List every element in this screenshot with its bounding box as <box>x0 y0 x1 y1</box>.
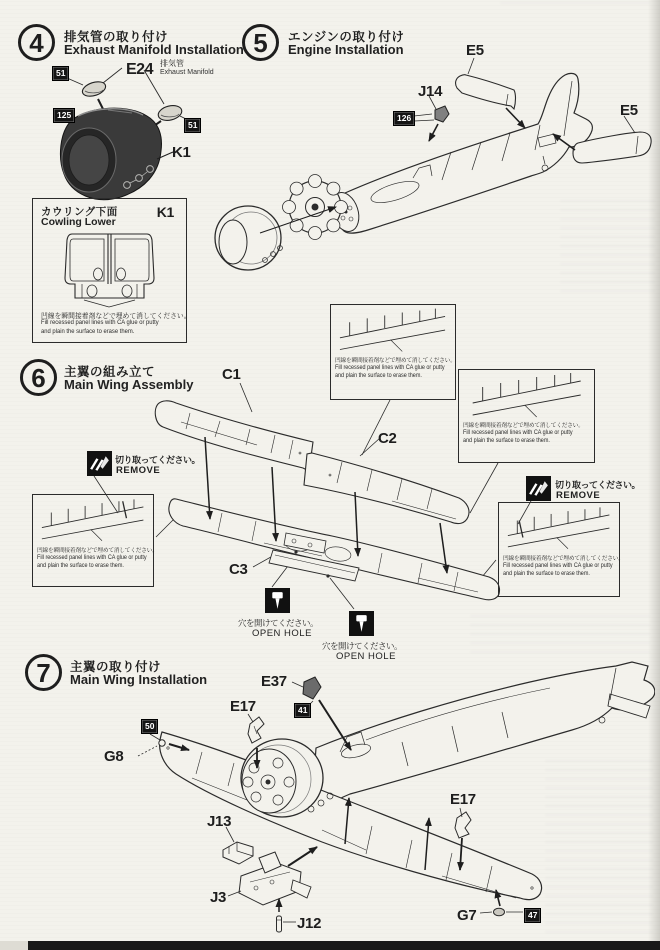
step6-title-jp: 主翼の組み立て <box>64 365 156 379</box>
part-label-e17: E17 <box>450 791 476 808</box>
part-label-j13: J13 <box>207 813 232 830</box>
part-label-e24: E24 <box>126 61 153 78</box>
part-label-k1: K1 <box>172 144 191 161</box>
part-label-e5: E5 <box>620 102 638 119</box>
cowling-lower-drawing <box>42 230 177 308</box>
color-callout-126: 126 <box>393 111 415 126</box>
scan-edge-bar <box>28 941 660 950</box>
color-callout-50: 50 <box>141 719 158 734</box>
fill-note-jp: 凹線を瞬間接着剤などで埋めて消してください。 <box>41 313 191 320</box>
part-label-e37: E37 <box>261 673 287 690</box>
scan-edge-light <box>0 941 28 950</box>
fill-note-en2: and plain the surface to erase them. <box>41 328 135 335</box>
color-callout-51: 51 <box>52 66 69 81</box>
panel-line-sketch <box>338 308 447 354</box>
part-label-e17: E17 <box>230 698 256 715</box>
part-label-g7: G7 <box>457 907 477 924</box>
e24-caption-jp: 排気管 <box>160 59 184 68</box>
fill-note-en1: Fill recessed panel lines with CA glue or putty <box>503 562 613 569</box>
fill-note-jp: 凹線を瞬間接着剤などで埋めて消してください。 <box>37 548 158 554</box>
bleed-through-artifact <box>500 2 650 11</box>
fill-note-jp: 凹線を瞬間接着剤などで埋めて消してください。 <box>335 358 456 364</box>
fill-note-en2: and plain the surface to erase them. <box>503 570 590 578</box>
step7-title-jp: 主翼の取り付け <box>70 660 162 674</box>
panel-line-sketch <box>467 373 586 419</box>
fill-note-en1: Fill recessed panel lines with CA glue or putty <box>41 319 159 326</box>
cowling-drawing <box>215 206 282 270</box>
engine-drawing <box>283 175 348 240</box>
remove-note-jp: 切り取ってください。 <box>115 455 201 465</box>
step4-title-en: Exhaust Manifold Installation <box>64 42 244 57</box>
fill-note-en1: Fill recessed panel lines with CA glue or putty <box>335 364 445 371</box>
remove-note-en: REMOVE <box>556 490 601 501</box>
e24-caption-en: Exhaust Manifold <box>160 69 214 76</box>
part-j14-drawing <box>435 106 449 122</box>
step5-number-text: 5 <box>253 27 268 58</box>
step6-number-text: 6 <box>31 362 46 393</box>
fill-note-en1: Fill recessed panel lines with CA glue or putty <box>463 429 573 436</box>
stabilizer-e5-left <box>456 75 516 109</box>
cowling-lower-box <box>32 198 191 343</box>
remove-knife-icon <box>526 476 551 501</box>
open-hole-note-en: OPEN HOLE <box>336 651 396 662</box>
cowling-part-k1 <box>60 108 161 200</box>
fill-note-en2: and plain the surface to erase them. <box>463 437 550 445</box>
fill-note-en2: and plain the surface to erase them. <box>37 562 124 570</box>
step7-title-en: Main Wing Installation <box>70 672 208 687</box>
part-label-j3: J3 <box>210 889 227 906</box>
color-callout-41: 41 <box>294 703 311 718</box>
color-callout-51: 51 <box>184 118 201 133</box>
fill-note-box <box>32 494 158 587</box>
open-hole-drill-icon <box>265 588 290 613</box>
fill-note-box <box>330 304 456 400</box>
fill-note-box <box>498 502 624 597</box>
fill-note-box <box>458 369 595 463</box>
open-hole-note-jp: 穴を開けてください。 <box>238 618 319 628</box>
step7-main-wing-installation-diagram <box>10 657 655 948</box>
step4-exhaust-manifold-diagram <box>10 56 235 211</box>
panel-line-sketch <box>40 498 145 544</box>
step6-title-en: Main Wing Assembly <box>64 377 194 392</box>
fill-note-en1: Fill recessed panel lines with CA glue or putty <box>37 554 147 561</box>
remove-knife-icon <box>87 451 112 476</box>
step7-number-text: 7 <box>36 657 51 688</box>
fill-note-jp: 凹線を瞬間接着剤などで埋めて消してください。 <box>503 556 624 562</box>
step4-number-text: 4 <box>29 27 44 58</box>
color-callout-125: 125 <box>53 108 75 123</box>
cowling-lower-title-jp: カウリング下面 <box>41 206 118 218</box>
part-label-c1: C1 <box>222 366 241 383</box>
panel-line-sketch <box>506 506 611 552</box>
part-label-j14: J14 <box>418 83 443 100</box>
fill-note-jp: 凹線を瞬間接着剤などで埋めて消してください。 <box>463 423 584 429</box>
open-hole-note-jp: 穴を開けてください。 <box>322 641 403 651</box>
step5-title-en: Engine Installation <box>288 42 404 57</box>
part-label-c3: C3 <box>229 561 248 578</box>
open-hole-drill-icon <box>349 611 374 636</box>
part-label-c2: C2 <box>378 430 397 447</box>
fuselage-drawing <box>315 662 655 808</box>
remove-note-jp: 切り取ってください。 <box>555 480 641 490</box>
cowling-lower-title-en: Cowling Lower <box>41 216 116 228</box>
part-label-j12: J12 <box>297 915 322 932</box>
fill-note-en2: and plain the surface to erase them. <box>335 372 422 380</box>
part-label-e5: E5 <box>466 42 484 59</box>
open-hole-note-en: OPEN HOLE <box>252 628 312 639</box>
fuselage-drawing <box>326 73 592 235</box>
step5-title-jp: エンジンの取り付け <box>288 30 405 44</box>
part-label-k1: K1 <box>156 204 174 220</box>
part-label-g8: G8 <box>104 748 124 765</box>
color-callout-47: 47 <box>524 908 541 923</box>
remove-note-en: REMOVE <box>116 465 161 476</box>
step4-title-jp: 排気管の取り付け <box>64 30 169 44</box>
wing-c2-drawing <box>304 453 469 524</box>
